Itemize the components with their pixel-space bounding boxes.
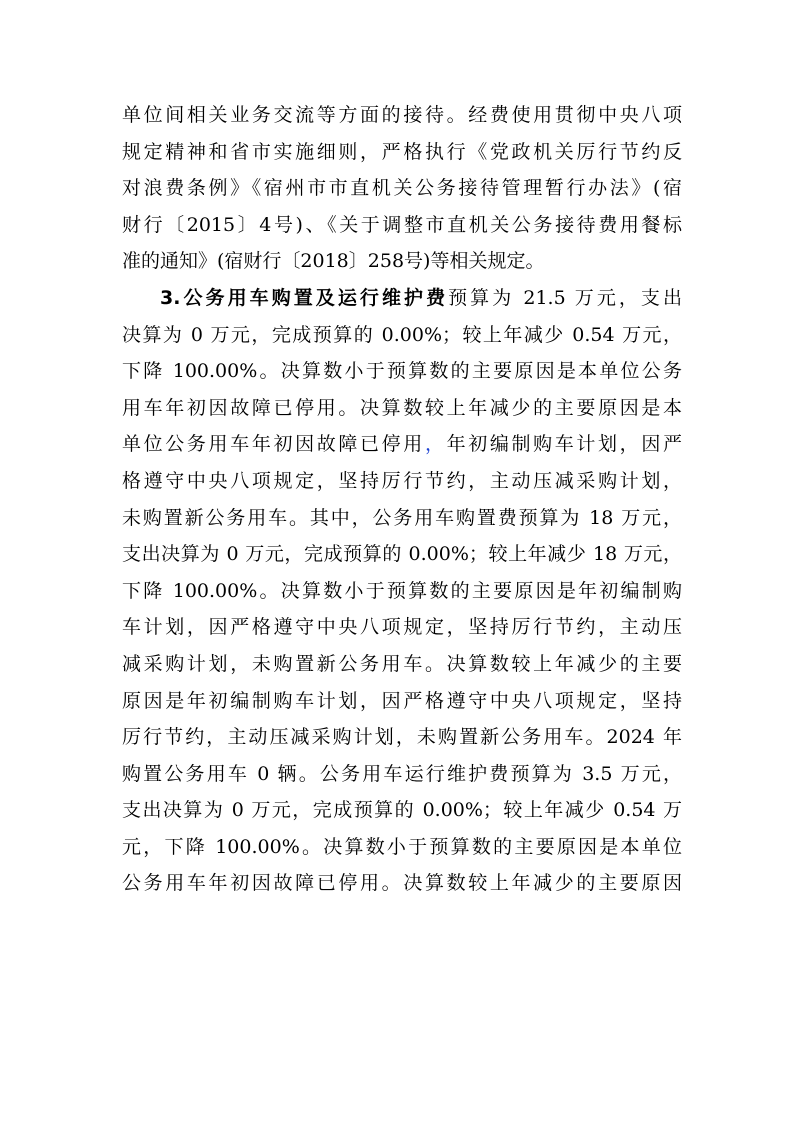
text-line: 元，下降 100.00%。决算数小于预算数的主要原因是本单位 bbox=[122, 835, 682, 858]
text-span: 年初编制购车计划，因严 bbox=[446, 433, 682, 456]
text-span: 单位公务用车年初因故障已停用 bbox=[122, 433, 425, 456]
section-heading: 3.公务用车购置及运行维护费 bbox=[160, 286, 449, 309]
text-line: 财行〔2015〕4号)、《关于调整市直机关公务接待费用餐标 bbox=[122, 213, 682, 236]
text-line: 准的通知》(宿财行〔2018〕258号)等相关规定。 bbox=[122, 250, 545, 273]
text-line: 规定精神和省市实施细则，严格执行《党政机关厉行节约反 bbox=[122, 140, 682, 163]
text-line bbox=[122, 426, 682, 463]
text-line: 对浪费条例》《宿州市市直机关公务接待管理暂行办法》(宿 bbox=[122, 177, 682, 200]
text-line: 车计划，因严格遵守中央八项规定，坚持厉行节约，主动压 bbox=[122, 616, 682, 639]
text-line: 单位间相关业务交流等方面的接待。经费使用贯彻中央八项 bbox=[122, 104, 682, 126]
text-line: 决算为 0 万元，完成预算的 0.00%；较上年减少 0.54 万元， bbox=[122, 323, 682, 346]
text-line: 未购置新公务用车。其中，公务用车购置费预算为 18 万元， bbox=[122, 506, 682, 529]
text-line: 用车年初因故障已停用。决算数较上年减少的主要原因是本 bbox=[122, 396, 682, 419]
text-span: 预算为 21.5 万元，支出 bbox=[448, 286, 682, 309]
text-line: 购置公务用车 0 辆。公务用车运行维护费预算为 3.5 万元， bbox=[122, 762, 682, 785]
paragraph-vehicle-fees bbox=[122, 280, 682, 902]
text-line: 下降 100.00%。决算数小于预算数的主要原因是本单位公务 bbox=[122, 360, 682, 383]
text-line: 支出决算为 0 万元，完成预算的 0.00%；较上年减少 18 万元， bbox=[122, 543, 682, 566]
text-line: 厉行节约，主动压减采购计划，未购置新公务用车。2024 年 bbox=[122, 726, 682, 749]
paragraph-first-line bbox=[122, 280, 682, 317]
text-line: 下降 100.00%。决算数小于预算数的主要原因是年初编制购 bbox=[122, 579, 682, 602]
document-page bbox=[122, 97, 682, 902]
text-line: 减采购计划，未购置新公务用车。决算数较上年减少的主要 bbox=[122, 652, 682, 675]
text-line: 原因是年初编制购车计划，因严格遵守中央八项规定，坚持 bbox=[122, 689, 682, 712]
blue-comma: ， bbox=[424, 433, 447, 456]
paragraph-reception-fees bbox=[122, 97, 682, 280]
text-line: 支出决算为 0 万元，完成预算的 0.00%；较上年减少 0.54 万 bbox=[122, 799, 682, 822]
text-line: 格遵守中央八项规定，坚持厉行节约，主动压减采购计划， bbox=[122, 469, 682, 492]
text-line: 公务用车年初因故障已停用。决算数较上年减少的主要原因 bbox=[122, 872, 682, 895]
